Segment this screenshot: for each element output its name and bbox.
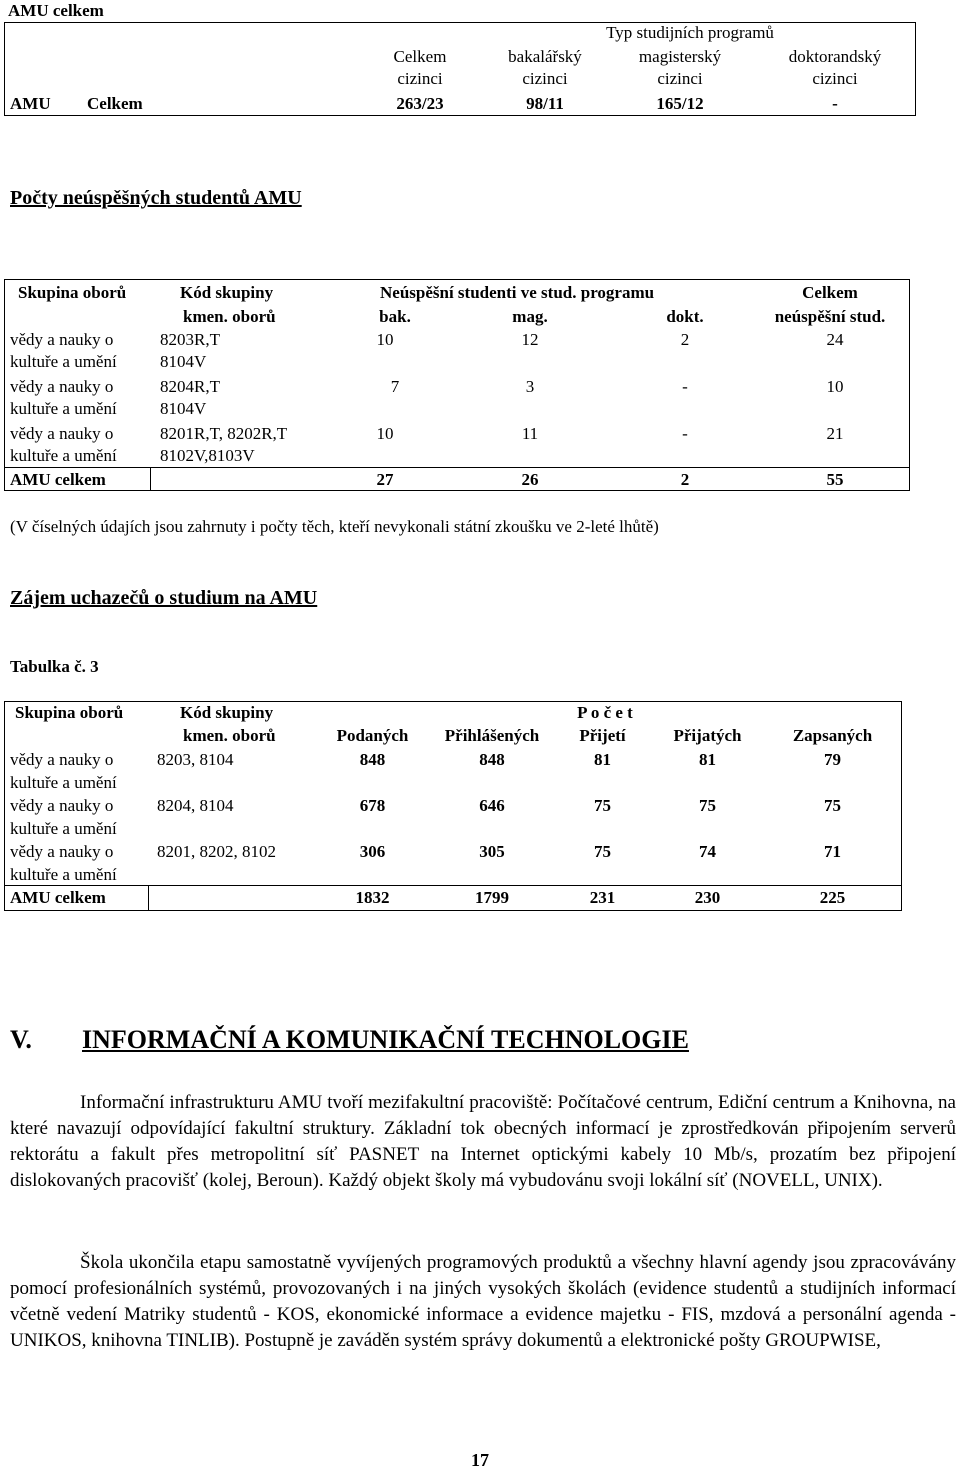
table3-value: 71: [824, 842, 841, 861]
table2-bak: 10: [376, 330, 394, 349]
table2-code: 8204R,T: [160, 377, 220, 396]
table3-value: 81: [699, 750, 716, 769]
table3-header-admitted: Přijatých: [673, 726, 742, 745]
table2-header-total: Celkem: [802, 283, 858, 302]
table2-code: 8102V,8103V: [160, 446, 255, 465]
table1-header-bachelor-sub: cizinci: [522, 69, 568, 88]
table1-cell: AMU: [10, 94, 51, 113]
table2-group: vědy a nauky o: [10, 424, 114, 443]
table2-group: kultuře a umění: [10, 352, 117, 371]
table3-total-value: 225: [819, 888, 846, 907]
table1-header-master-sub: cizinci: [657, 69, 703, 88]
table3-value: 75: [594, 796, 611, 815]
table2-total: 10: [826, 377, 844, 396]
table3-value: 75: [699, 796, 716, 815]
table3-code: 8203, 8104: [157, 750, 234, 769]
table2-total: 24: [826, 330, 844, 349]
table3-group: vědy a nauky o: [10, 750, 114, 769]
table2-bak: 10: [376, 424, 394, 443]
table3-header-admission: Přijetí: [579, 726, 626, 745]
table2-header-code-sub: kmen. oborů: [183, 307, 276, 326]
table1-cell: -: [832, 94, 838, 113]
table1-header-total: Celkem: [393, 47, 447, 66]
table2-header-dokt: dokt.: [666, 307, 704, 326]
table2-header-group: Skupina oborů: [18, 283, 127, 302]
table3-code: 8204, 8104: [157, 796, 234, 815]
table2-header-code: Kód skupiny: [180, 283, 274, 302]
table3-header-enrolled: Zapsaných: [792, 726, 873, 745]
table2-dokt: -: [682, 424, 688, 443]
table-label: Tabulka č. 3: [10, 657, 99, 676]
table2-group: kultuře a umění: [10, 399, 117, 418]
heading-interest: Zájem uchazečů o studium na AMU: [10, 587, 318, 609]
table3-value: 79: [824, 750, 841, 769]
table2-dokt: 2: [680, 330, 690, 349]
table3-group: kultuře a umění: [10, 865, 117, 884]
table2-code: 8201R,T, 8202R,T: [160, 424, 288, 443]
table2-header-mag: mag.: [512, 307, 548, 326]
table3-value: 306: [359, 842, 386, 861]
table3-group: vědy a nauky o: [10, 842, 114, 861]
table2-total-dokt: 2: [680, 470, 690, 489]
block-title: AMU celkem: [8, 1, 104, 20]
table2-total: 21: [826, 424, 844, 443]
table3-total-value: 1799: [475, 888, 509, 907]
table2-dokt: -: [682, 377, 688, 396]
table3-value: 646: [479, 796, 505, 815]
section-title: INFORMAČNÍ A KOMUNIKAČNÍ TECHNOLOGIE: [82, 1025, 689, 1054]
table1-header-master: magisterský: [638, 47, 722, 66]
table3-total-value: 1832: [355, 888, 390, 907]
table2-group: vědy a nauky o: [10, 377, 114, 396]
table2-group: kultuře a umění: [10, 446, 117, 465]
page-number: 17: [471, 1450, 489, 1470]
table2-mag: 12: [521, 330, 539, 349]
table3-group: vědy a nauky o: [10, 796, 114, 815]
table3-header-group: Skupina oborů: [15, 703, 124, 722]
table2-mag: 11: [521, 424, 539, 443]
table3-value: 678: [359, 796, 386, 815]
table3-value: 75: [824, 796, 841, 815]
table3-header-code: Kód skupiny: [180, 703, 274, 722]
table3-value: 81: [594, 750, 611, 769]
note: (V číselných údajích jsou zahrnuty i počty těch, kteří nevykonali státní zkoušku ve 2-leté lhůtě): [10, 517, 659, 536]
table1-cell: 165/12: [656, 94, 704, 113]
table1-header-bachelor: bakalářský: [508, 47, 582, 66]
table3-total-value: 231: [589, 888, 616, 907]
table3-total-label: AMU celkem: [10, 888, 106, 907]
table3-value: 305: [479, 842, 505, 861]
heading-unsuccessful: Počty neúspěšných studentů AMU: [10, 187, 302, 209]
table2-header-bak: bak.: [379, 307, 411, 326]
table2-code: 8104V: [160, 352, 207, 371]
table2-total-mag: 26: [521, 470, 539, 489]
table3-header-code-sub: kmen. oborů: [183, 726, 276, 745]
table2-total-label: AMU celkem: [10, 470, 106, 489]
table3-value: 848: [359, 750, 386, 769]
table2-header-unsuccessful: Neúspěšní studenti ve stud. programu: [380, 283, 655, 302]
table3-header-count: P o č e t: [577, 703, 633, 722]
table3-value: 848: [479, 750, 505, 769]
table1-group-header: Typ studijních programů: [606, 23, 774, 42]
table1-header-doctoral: doktorandský: [788, 47, 882, 66]
table3-total-value: 230: [694, 888, 721, 907]
table1-cell: Celkem: [87, 94, 143, 113]
table3-value: 74: [699, 842, 716, 861]
table2-bak: 7: [390, 377, 400, 396]
table2-total-sum: 55: [826, 470, 844, 489]
table2-code: 8203R,T: [160, 330, 220, 349]
table3-group: kultuře a umění: [10, 819, 117, 838]
section-number: V.: [10, 1025, 32, 1054]
table1-header-doctoral-sub: cizinci: [812, 69, 858, 88]
table3-group: kultuře a umění: [10, 773, 117, 792]
table2-header-total-sub: neúspěšní stud.: [774, 307, 886, 326]
table3-value: 75: [594, 842, 611, 861]
table2-mag: 3: [525, 377, 535, 396]
table3-header-submitted: Podaných: [336, 726, 409, 745]
paragraph-infrastructure: Informační infrastrukturu AMU tvoří mezifakultní pracoviště: Počítačové centrum, Ediční centrum a Knihovna, na které navazují odpovídající fakultní struktury. Základní tok obecných informací je zprostředkován připojením serverů rektorátu a fakult přes metropolitní síť PASNET na Internet optickými kabely 10 Mb/s, prozatím bez připojení dislokovaných pracovišť (kolej, Beroun). Každý objekt školy má vybudovánu svoji lokální síť (NOVELL, UNIX).: [10, 1092, 956, 1191]
table3-code: 8201, 8202, 8102: [157, 842, 276, 861]
table1-cell: 98/11: [526, 94, 564, 113]
table3-header-registered: Přihlášených: [444, 726, 540, 745]
table1-cell: 263/23: [396, 94, 444, 113]
table2-group: vědy a nauky o: [10, 330, 114, 349]
paragraph-systems: Škola ukončila etapu samostatně vyvíjených programových produktů a všechny hlavní agendy jsou zpracovávány pomocí profesionálních systémů, provozovaných i na jiných vysokých školách (evidence studentů a studijních informací včetně vedení Matriky studentů - KOS, ekonomické informace a evidence majetku - FIS, mzdová a personální agenda - UNIKOS, knihovna TINLIB). Postupně je zaváděn systém správy dokumentů a elektronické pošty GROUPWISE,: [10, 1252, 956, 1351]
table1-header-total-sub: cizinci: [397, 69, 443, 88]
table2-total-bak: 27: [376, 470, 394, 489]
table2-code: 8104V: [160, 399, 207, 418]
